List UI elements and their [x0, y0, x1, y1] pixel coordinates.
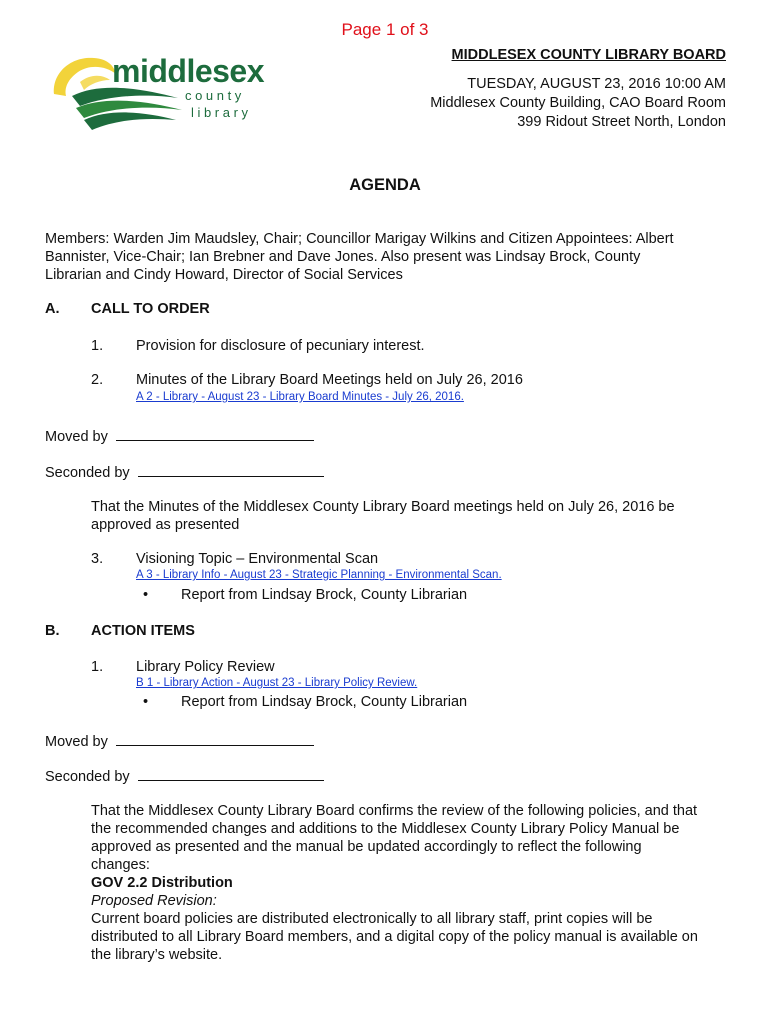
moved-by-label: Moved by [45, 429, 108, 445]
motion-line: approved as presented and the manual be updated accordingly to reflect the following [91, 839, 642, 855]
meeting-header [430, 46, 726, 132]
item-minutes: Minutes of the Library Board Meetings held on July 26, 2016 [136, 372, 523, 388]
section-b-letter: B. [45, 623, 60, 639]
board-name: MIDDLESEX COUNTY LIBRARY BOARD [451, 47, 726, 63]
motion-line: approved as presented [91, 517, 240, 533]
moved-by-line [45, 426, 314, 446]
proposed-revision-label: Proposed Revision: [91, 893, 217, 909]
revision-line: Current board policies are distributed electronically to all library staff, print copies will be [91, 911, 653, 927]
members-line: Members: Warden Jim Maudsley, Chair; Councillor Marigay Wilkins and Citizen Appointees: Albert [45, 231, 674, 247]
revision-line: distributed to all Library Board members, and a digital copy of the policy manual is available on [91, 929, 698, 945]
environmental-scan-link[interactable]: A 3 - Library Info - August 23 - Strategic Planning - Environmental Scan. [136, 569, 502, 581]
members-line: Librarian and Cindy Howard, Director of Social Services [45, 267, 403, 283]
policy-heading: GOV 2.2 Distribution [91, 875, 233, 891]
bullet-icon: • [143, 587, 149, 603]
bullet-icon: • [143, 694, 149, 710]
policy-motion [91, 802, 741, 964]
seconded-by-label: Seconded by [45, 769, 130, 785]
minutes-attachment-link[interactable]: A 2 - Library - August 23 - Library Board Minutes - July 26, 2016. [136, 391, 464, 403]
members-line: Bannister, Vice-Chair; Ian Brebner and Dave Jones. Also present was Lindsay Brock, County [45, 249, 641, 265]
meeting-address: 399 Ridout Street North, London [517, 114, 726, 130]
minutes-motion [91, 498, 675, 534]
meeting-datetime: TUESDAY, AUGUST 23, 2016 10:00 AM [467, 76, 726, 92]
section-a-letter: A. [45, 301, 60, 317]
item-number: 1. [91, 659, 104, 675]
item-number: 2. [91, 372, 104, 388]
motion-line: That the Minutes of the Middlesex County Library Board meetings held on July 26, 2016 be [91, 499, 675, 515]
moved-by-line [45, 731, 314, 751]
section-a-title: CALL TO ORDER [91, 301, 210, 317]
policy-review-link[interactable]: B 1 - Library Action - August 23 - Library Policy Review. [136, 677, 418, 689]
page-indicator: Page 1 of 3 [341, 20, 429, 39]
moved-by-blank[interactable] [116, 731, 314, 746]
logo-wordmark: middlesex [112, 53, 265, 89]
item-pecuniary-interest: Provision for disclosure of pecuniary interest. [136, 338, 425, 354]
item-policy-review: Library Policy Review [136, 659, 275, 675]
members-paragraph [45, 230, 674, 284]
logo-subtitle-county: county [185, 88, 245, 103]
item-number: 3. [91, 551, 104, 567]
motion-line: the recommended changes and additions to the Middlesex County Library Policy Manual be [91, 821, 680, 837]
seconded-by-label: Seconded by [45, 465, 130, 481]
motion-line: changes: [91, 857, 150, 873]
motion-line: That the Middlesex County Library Board confirms the review of the following policies, and that [91, 803, 698, 819]
agenda-title: AGENDA [349, 176, 421, 194]
report-bullet-text: Report from Lindsay Brock, County Librarian [181, 587, 468, 603]
logo-subtitle-library: library [191, 105, 252, 120]
meeting-location: Middlesex County Building, CAO Board Room [430, 95, 726, 111]
seconded-by-line [45, 462, 324, 482]
library-logo [50, 52, 270, 132]
seconded-by-line [45, 766, 324, 786]
moved-by-label: Moved by [45, 734, 108, 750]
section-b-title: ACTION ITEMS [91, 623, 195, 639]
moved-by-blank[interactable] [116, 426, 314, 441]
report-bullet-text: Report from Lindsay Brock, County Librarian [181, 694, 468, 710]
item-visioning-topic: Visioning Topic – Environmental Scan [136, 551, 379, 567]
item-number: 1. [91, 338, 104, 354]
seconded-by-blank[interactable] [138, 462, 324, 477]
seconded-by-blank[interactable] [138, 766, 324, 781]
revision-line: the library’s website. [91, 947, 223, 963]
